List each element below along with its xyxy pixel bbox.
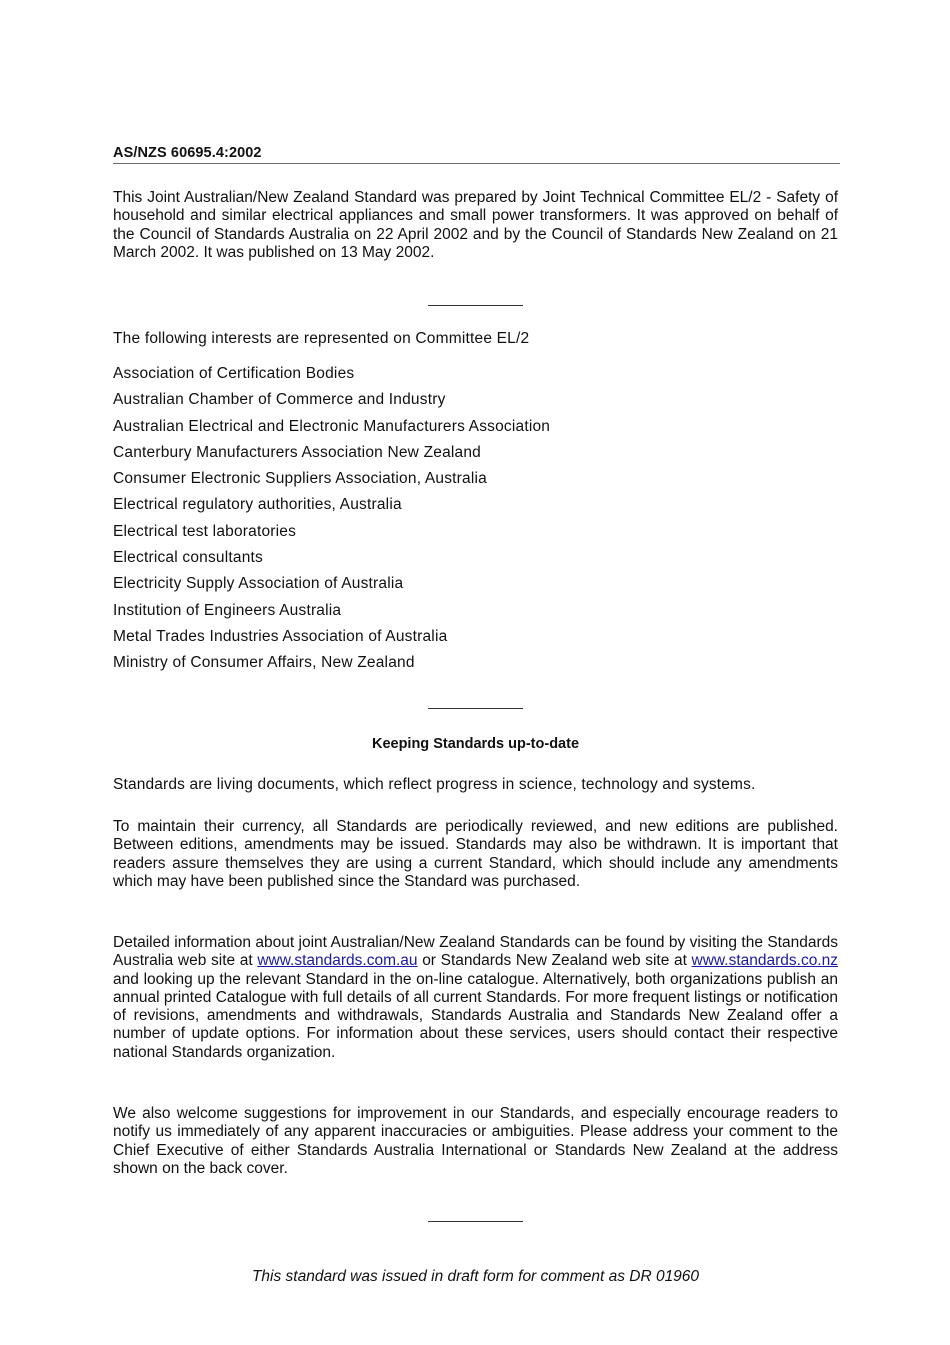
list-item: Australian Electrical and Electronic Manufacturers Association [113,417,551,435]
list-item: Ministry of Consumer Affairs, New Zealand [113,654,415,672]
paragraph-text: and looking up the relevant Standard in the on-line catalogue. Alternatively, both organizations publish an annual printed Catalogue with full details of all current Standards. For more frequent listings or notification of revisions, amendments and withdrawals, Standards Australia and Standards New Zealand offer a number of update options. For information about these services, users should contact their respective national Standards organization. [113,970,838,1061]
paragraph-text: Detailed information about joint Australian/New Zealand Standards can be found by visiting the Standards Australia web site at [113,934,838,970]
interests-list [113,365,550,681]
intro-paragraph: This Joint Australian/New Zealand Standard was prepared by Joint Technical Committee EL/2 - Safety of household and similar electrical appliances and small power transformers. It was approved on behalf of the Council of Standards Australia on 22 April 2002 and by the Council of Standards New Zealand on 21 March 2002. It was published on 13 May 2002. [113,189,838,261]
interests-heading: The following interests are represented on Committee EL/2 [113,330,530,347]
document-id: AS/NZS 60695.4:2002 [113,145,262,161]
paragraph-living-documents: Standards are living documents, which reflect progress in science, technology and systems. [113,776,756,793]
list-item: Metal Trades Industries Association of Australia [113,627,448,645]
list-item: Consumer Electronic Suppliers Association, Australia [113,470,487,488]
section-separator [428,1221,523,1222]
standards-new-zealand-link[interactable]: www.standards.co.nz [691,952,838,970]
list-item: Australian Chamber of Commerce and Industry [113,391,446,409]
list-item: Canterbury Manufacturers Association New Zealand [113,443,481,461]
section-separator [428,305,523,306]
list-item: Institution of Engineers Australia [113,601,342,619]
paragraph-detailed-information [113,934,838,1062]
list-item: Electrical regulatory authorities, Australia [113,496,402,514]
section-separator [428,708,523,709]
list-item: Electrical consultants [113,549,263,567]
standards-australia-link[interactable]: www.standards.com.au [257,952,418,970]
paragraph-suggestions: We also welcome suggestions for improvement in our Standards, and especially encourage readers to notify us immediately of any apparent inaccuracies or ambiguities. Please address your comment to the Chief Executive of either Standards Australia International or Standards New Zealand at the address shown on the back cover. [113,1105,838,1177]
draft-note: This standard was issued in draft form for comment as DR 01960 [251,1268,700,1285]
section-title: Keeping Standards up-to-date [371,736,580,752]
paragraph-text: or Standards New Zealand web site at [417,952,692,970]
header-rule [113,163,840,164]
list-item: Association of Certification Bodies [113,365,355,382]
paragraph-currency: To maintain their currency, all Standards are periodically reviewed, and new editions are published. Between editions, amendments may be issued. Standards may also be withdrawn. It is important that readers assure themselves they are using a current Standard, which should include any amendments which may have been published since the Standard was purchased. [113,818,838,890]
list-item: Electrical test laboratories [113,522,297,540]
list-item: Electricity Supply Association of Australia [113,575,404,593]
